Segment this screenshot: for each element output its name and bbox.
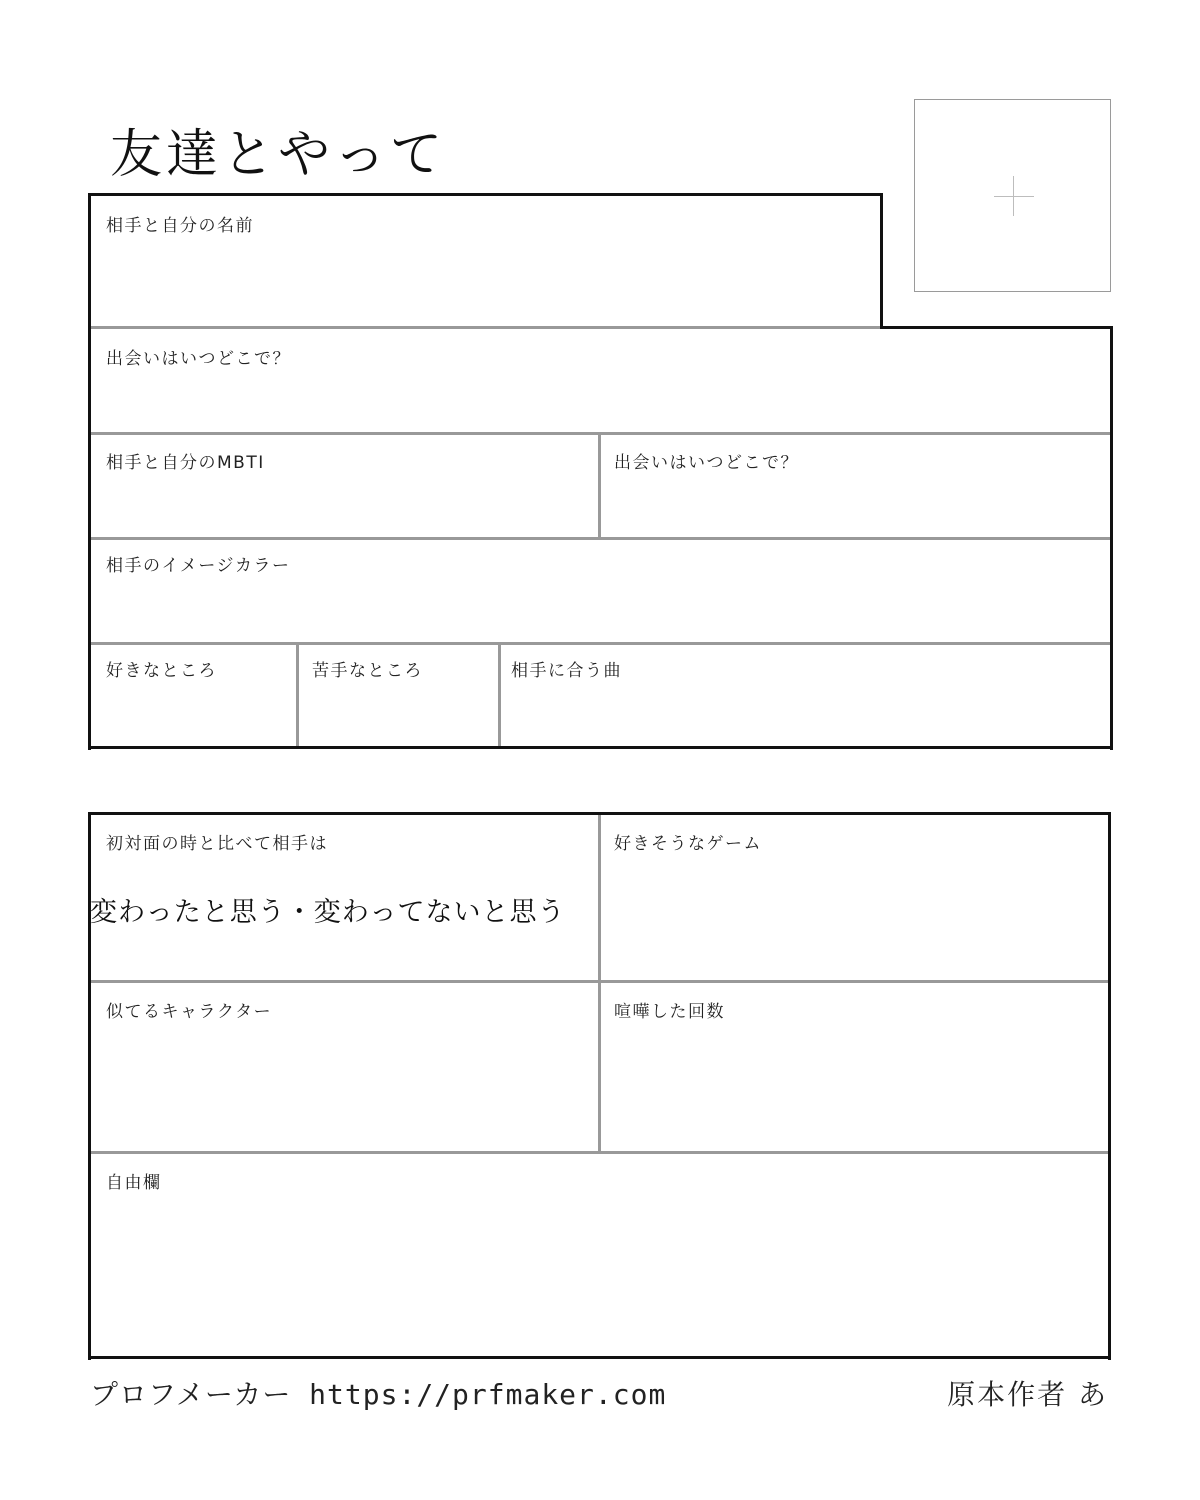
change-label: 初対面の時と比べて相手は [106,834,328,854]
photo-upload-box[interactable] [914,99,1111,292]
change-answer: 変わったと思う・変わってないと思う [90,897,566,928]
fights-label: 喧嘩した回数 [614,1002,725,1022]
meet-label-2: 出会いはいつどこで？ [614,453,799,473]
page-title: 友達とやって [110,125,447,185]
author-credit: 原本作者 あ [947,1378,1108,1411]
free-label: 自由欄 [106,1173,162,1193]
character-label: 似てるキャラクター [106,1002,273,1022]
likes-label: 好きなところ [106,661,217,681]
maker-credit: プロフメーカー https://prfmaker.com [90,1378,667,1411]
mbti-label: 相手と自分のMBTI [106,453,265,473]
meet-label: 出会いはいつどこで？ [106,349,291,369]
song-label: 相手に合う曲 [511,661,622,681]
image-color-label: 相手のイメージカラー [106,556,291,576]
names-label: 相手と自分の名前 [106,216,254,236]
game-label: 好きそうなゲーム [614,834,762,854]
free-field[interactable] [91,1154,1108,1356]
dislikes-label: 苦手なところ [312,661,423,681]
